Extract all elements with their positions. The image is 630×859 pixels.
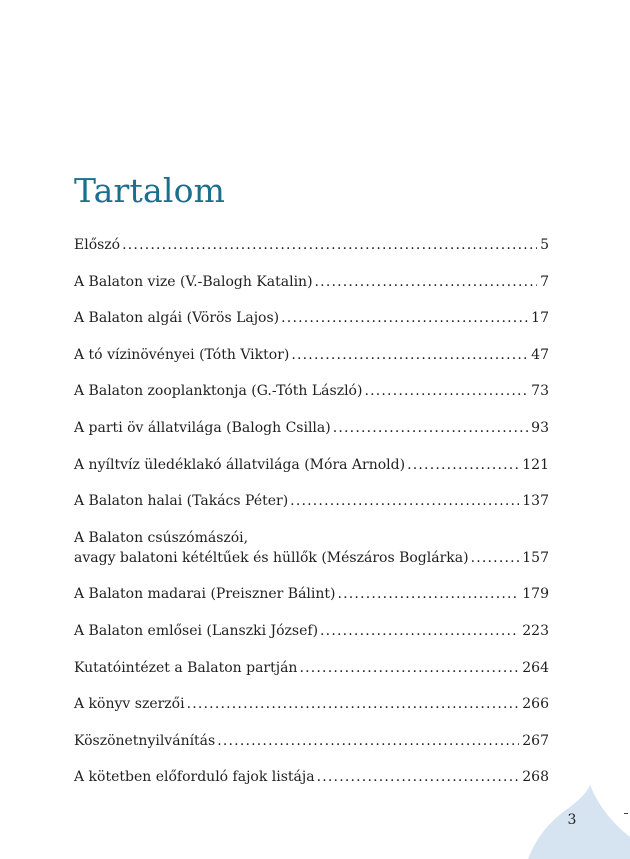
toc-entry[interactable] (74, 528, 549, 568)
toc-entry[interactable] (74, 381, 549, 401)
toc-entry-label: A parti öv állatvilága (Balogh Csilla) (74, 419, 331, 436)
toc-entry-page: 73 (531, 383, 549, 400)
toc-leader-dots (333, 418, 528, 438)
toc-entry[interactable] (74, 584, 549, 604)
toc-leader-dots (290, 491, 519, 511)
toc-entry-page: 121 (522, 456, 549, 473)
toc-entry-label: A Balaton vize (V.-Balogh Katalin) (74, 273, 313, 290)
toc-entry[interactable] (74, 455, 549, 475)
toc-entry-page: 17 (531, 310, 549, 327)
toc-entry-page: 223 (522, 622, 549, 639)
toc-entry[interactable] (74, 767, 549, 787)
page-number: 3 (567, 812, 577, 828)
toc-entry-label: A tó vízinövényei (Tóth Viktor) (74, 346, 290, 363)
toc-entry-label: A Balaton madarai (Preiszner Bálint) (74, 586, 336, 603)
page-edge-mark (624, 813, 628, 814)
toc-entry[interactable] (74, 658, 549, 678)
toc-entry-label-block (74, 528, 469, 568)
toc-entry[interactable] (74, 235, 549, 255)
toc-entry-label: Előszó (74, 237, 121, 253)
toc-entry-page: 268 (522, 769, 549, 786)
toc-leader-dots (187, 694, 520, 714)
toc-leader-dots (281, 308, 528, 328)
toc-entry[interactable] (74, 308, 549, 328)
toc-entry[interactable] (74, 694, 549, 714)
toc-leader-dots (337, 584, 519, 604)
toc-entry-page: 266 (522, 696, 549, 713)
toc-entry-page: 179 (522, 586, 549, 603)
toc-entry-label: avagy balatoni kétéltűek és hüllők (Mészáros Boglárka) (74, 549, 469, 566)
toc-leader-dots (320, 621, 519, 641)
toc-leader-dots (299, 658, 519, 678)
toc-entry[interactable] (74, 621, 549, 641)
toc-entry-label: A Balaton algái (Vörös Lajos) (74, 310, 280, 327)
table-of-contents (74, 235, 549, 804)
toc-entry-label: Köszönetnyilvánítás (74, 732, 216, 749)
toc-leader-dots (291, 345, 528, 365)
toc-entry-label: A Balaton zooplanktonja (G.-Tóth László) (74, 383, 363, 400)
toc-entry-label-line1: A Balaton csúszómászói, (74, 529, 249, 546)
toc-entry[interactable] (74, 272, 549, 292)
toc-entry[interactable] (74, 491, 549, 511)
toc-leader-dots (471, 548, 520, 568)
toc-leader-dots (364, 381, 528, 401)
toc-leader-dots (407, 455, 519, 475)
toc-entry-page: 7 (540, 273, 549, 290)
toc-entry[interactable] (74, 731, 549, 751)
toc-entry[interactable] (74, 345, 549, 365)
toc-entry-label: A Balaton emlősei (Lanszki József) (74, 622, 319, 639)
toc-entry[interactable] (74, 418, 549, 438)
toc-entry-label: A nyíltvíz üledéklakó állatvilága (Móra Arnold) (74, 456, 406, 473)
toc-leader-dots (122, 235, 537, 255)
toc-entry-page: 137 (522, 493, 549, 510)
toc-entry-label: Kutatóintézet a Balaton partján (74, 659, 298, 676)
toc-leader-dots (217, 731, 519, 751)
toc-entry-page: 5 (540, 237, 549, 253)
toc-leader-dots (315, 272, 538, 292)
toc-entry-label: A könyv szerzői (74, 696, 185, 713)
toc-entry-label: A kötetben előforduló fajok listája (74, 769, 315, 786)
page-title: Tartalom (74, 171, 226, 210)
toc-entry-page: 264 (522, 659, 549, 676)
toc-entry-page: 47 (531, 346, 549, 363)
toc-entry-page: 93 (531, 419, 549, 436)
toc-entry-page: 267 (522, 732, 549, 749)
toc-entry-label: A Balaton halai (Takács Péter) (74, 493, 289, 510)
toc-entry-page: 157 (522, 549, 549, 566)
toc-leader-dots (317, 767, 520, 787)
